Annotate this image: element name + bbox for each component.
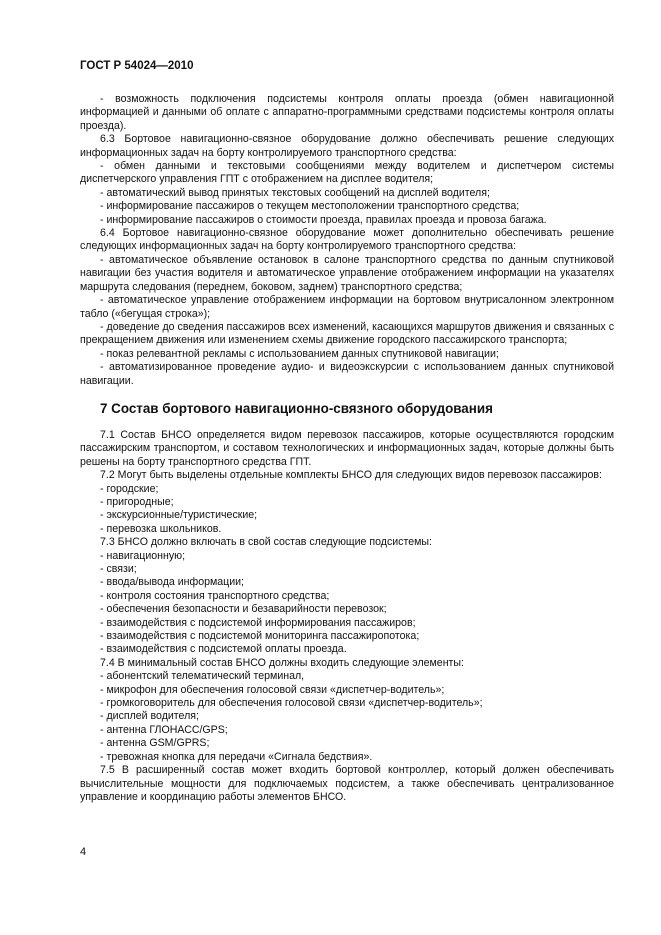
list-item: - навигационную;: [100, 549, 186, 562]
paragraph: 7.4 В минимальный состав БНСО должны входить следующие элементы:: [100, 656, 464, 669]
paragraph: - возможность подключения подсистемы контроля оплаты проезда (обмен навигационной информацией и данными об оплате с аппаратно-программными средствами подсистемы контроля оплаты проезда).: [80, 93, 614, 132]
list-item: - антенна GSM/GPRS;: [100, 737, 210, 750]
paragraph: - автоматизированное проведение аудио- и видеоэкскурсии с использованием данных спутниковой навигации.: [80, 361, 614, 387]
paragraph: 7.3 БНСО должно включать в свой состав следующие подсистемы:: [100, 536, 432, 549]
list-item: - городские;: [100, 482, 159, 495]
section-heading: 7 Состав бортового навигационно-связного оборудования: [100, 400, 493, 416]
paragraph: - информирование пассажиров о стоимости проезда, правилах проезда и провоза багажа.: [100, 213, 547, 226]
list-item: - абонентский телематический терминал,: [100, 670, 305, 683]
list-item: - обеспечения безопасности и безаварийности перевозок;: [100, 603, 387, 616]
paragraph: - автоматическое управление отображением информации на бортовом внутрисалонном электронном табло («бегущая строка»);: [80, 294, 614, 320]
document-header: ГОСТ Р 54024—2010: [80, 60, 194, 72]
list-item: - экскурсионные/туристические;: [100, 509, 258, 522]
page-content: [80, 93, 614, 804]
list-item: - контроля состояния транспортного средства;: [100, 589, 330, 602]
paragraph: - автоматический вывод принятых текстовых сообщений на дисплей водителя;: [100, 186, 490, 199]
list-item: - перевозка школьников.: [100, 522, 222, 535]
list-item: - связи;: [100, 563, 137, 575]
list-item: - дисплей водителя;: [100, 710, 199, 723]
paragraph: - автоматическое объявление остановок в салоне транспортного средства по данным спутниковой навигации без участия водителя и автоматическое управление отображением информации на указателях маршрута следования (переднем, боковом, заднем) транспортного средства;: [80, 253, 614, 293]
list-item: - тревожная кнопка для передачи «Сигнала бедствия».: [100, 750, 373, 763]
paragraph: 6.4 Бортовое навигационно-связное оборудование может дополнительно обеспечивать решение следующих информационных задач на борту контролируемого транспортного средства:: [80, 227, 614, 253]
page-number: 4: [80, 846, 87, 858]
paragraph: 7.5 В расширенный состав может входить бортовой контроллер, который должен обеспечивать вычислительные мощности для подключаемых подсистем, а также обеспечивать централизованное управление и координацию работы элементов БНСО.: [80, 764, 614, 803]
paragraph: - показ релевантной рекламы с использованием данных спутниковой навигации;: [100, 347, 499, 360]
paragraph: - обмен данными и текстовыми сообщениями между водителем и диспетчером системы диспетчерского управления ГПТ с отображением на дисплее водителя;: [80, 160, 614, 186]
paragraph: - информирование пассажиров о текущем местоположении транспортного средства;: [100, 200, 520, 213]
list-item: - взаимодействия с подсистемой информирования пассажиров;: [100, 616, 416, 629]
paragraph: 7.2 Могут быть выделены отдельные комплекты БНСО для следующих видов перевозок пассажиров:: [100, 469, 602, 482]
paragraph: - доведение до сведения пассажиров всех изменений, касающихся маршрутов движения и связанных с прекращением движения или изменением схемы движение городского пассажирского транспорта;: [80, 320, 614, 347]
list-item: - пригородные;: [100, 495, 174, 508]
list-item: - взаимодействия с подсистемой мониторинга пассажиропотока;: [100, 630, 420, 643]
paragraph: 7.1 Состав БНСО определяется видом перевозок пассажиров, которые осуществляются городским пассажирским транспортом, и составом технологических и информационных задач, которые должны быть решены на борту транспортного средства ГПТ.: [80, 428, 614, 468]
paragraph: 6.3 Бортовое навигационно-связное оборудование должно обеспечивать решение следующих информационных задач на борту контролируемого транспортного средства:: [80, 133, 614, 159]
list-item: - ввода/вывода информации;: [100, 576, 244, 589]
list-item: - громкоговоритель для обеспечения голосовой связи «диспетчер-водитель»;: [100, 697, 483, 710]
list-item: - микрофон для обеспечения голосовой связи «диспетчер-водитель»;: [100, 683, 445, 696]
list-item: - взаимодействия с подсистемой оплаты проезда.: [100, 643, 347, 656]
list-item: - антенна ГЛОНАСС/GPS;: [100, 723, 228, 736]
